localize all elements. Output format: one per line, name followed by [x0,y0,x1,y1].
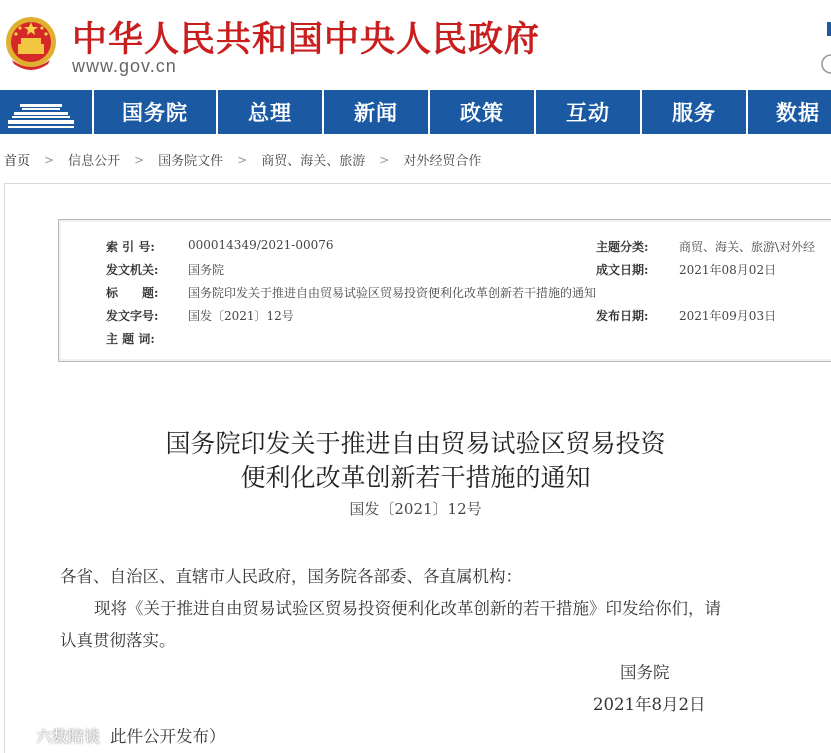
breadcrumb-separator: > [134,152,145,167]
watermark-logo-icon [6,727,32,745]
breadcrumb-separator: > [237,152,248,167]
nav-home-logo[interactable] [0,90,94,134]
watermark [6,724,100,747]
watermark-text: 六数陪谈 [36,727,101,746]
breadcrumb-info-disclosure[interactable]: 信息公开 [68,154,121,169]
meta-issuer-label: 发文机关: [106,263,159,277]
meta-title-label: 标 题: [106,286,159,300]
meta-keywords-label: 主 题 词: [106,332,155,346]
nav-item-data[interactable]: 数据 [776,101,820,125]
meta-published-label: 发布日期: [596,309,649,323]
breadcrumb-home[interactable]: 首页 [4,154,31,169]
site-header [0,0,831,90]
national-emblem-icon[interactable] [4,14,58,74]
meta-created-label: 成文日期: [596,263,649,277]
document-publication-note: 此件公开发布） [110,727,226,746]
meta-topic-label: 主题分类: [596,240,649,254]
meta-issuer-value: 国务院 [188,263,225,277]
breadcrumb-trade-customs-tourism[interactable]: 商贸、海关、旅游 [261,154,366,169]
meta-title-value: 国务院印发关于推进自由贸易试验区贸易投资便利化改革创新若干措施的通知 [188,286,597,300]
meta-created-value: 2021年08月02日 [679,263,777,277]
main-nav [0,90,831,134]
breadcrumb [4,150,481,169]
breadcrumb-separator: > [44,152,55,167]
nav-item-services[interactable]: 服务 [642,90,748,134]
nav-item-state-council[interactable]: 国务院 [94,90,218,134]
document-sign-date: 2021年8月2日 [593,695,706,714]
meta-docno-label: 发文字号: [106,309,159,323]
site-title[interactable]: 中华人民共和国中央人民政府 [72,20,541,60]
meta-index-value: 000014349/2021-00076 [188,238,334,252]
breadcrumb-state-council-docs[interactable]: 国务院文件 [158,154,224,169]
nav-item-news[interactable]: 新闻 [324,90,430,134]
nav-item-premier[interactable]: 总理 [218,90,324,134]
document-title-line-2: 便利化改革创新若干措施的通知 [240,463,591,492]
meta-index-label: 索 引 号: [106,240,155,254]
partial-toolbar-icon[interactable] [820,20,831,80]
tiananmen-icon [0,90,94,134]
document-title-line-1: 国务院印发关于推进自由贸易试验区贸易投资 [165,429,666,458]
document-signer: 国务院 [620,663,670,682]
meta-published-value: 2021年09月03日 [679,309,777,323]
site-url[interactable]: www.gov.cn [72,56,177,76]
breadcrumb-separator: > [379,152,390,167]
document-number: 国发〔2021〕12号 [349,500,482,518]
document-paragraph-line-1: 现将《关于推进自由贸易试验区贸易投资便利化改革创新的若干措施》印发给你们，请 [94,599,721,618]
document-salutation: 各省、自治区、直辖市人民政府，国务院各部委、各直属机构： [60,567,522,586]
breadcrumb-foreign-trade[interactable]: 对外经贸合作 [403,154,482,169]
meta-topic-value: 商贸、海关、旅游\对外经 [679,240,816,254]
document-paragraph-line-2: 认真贯彻落实。 [60,631,176,650]
nav-item-interaction[interactable]: 互动 [536,90,642,134]
meta-docno-value: 国发〔2021〕12号 [188,309,294,323]
nav-item-policy[interactable]: 政策 [430,90,536,134]
